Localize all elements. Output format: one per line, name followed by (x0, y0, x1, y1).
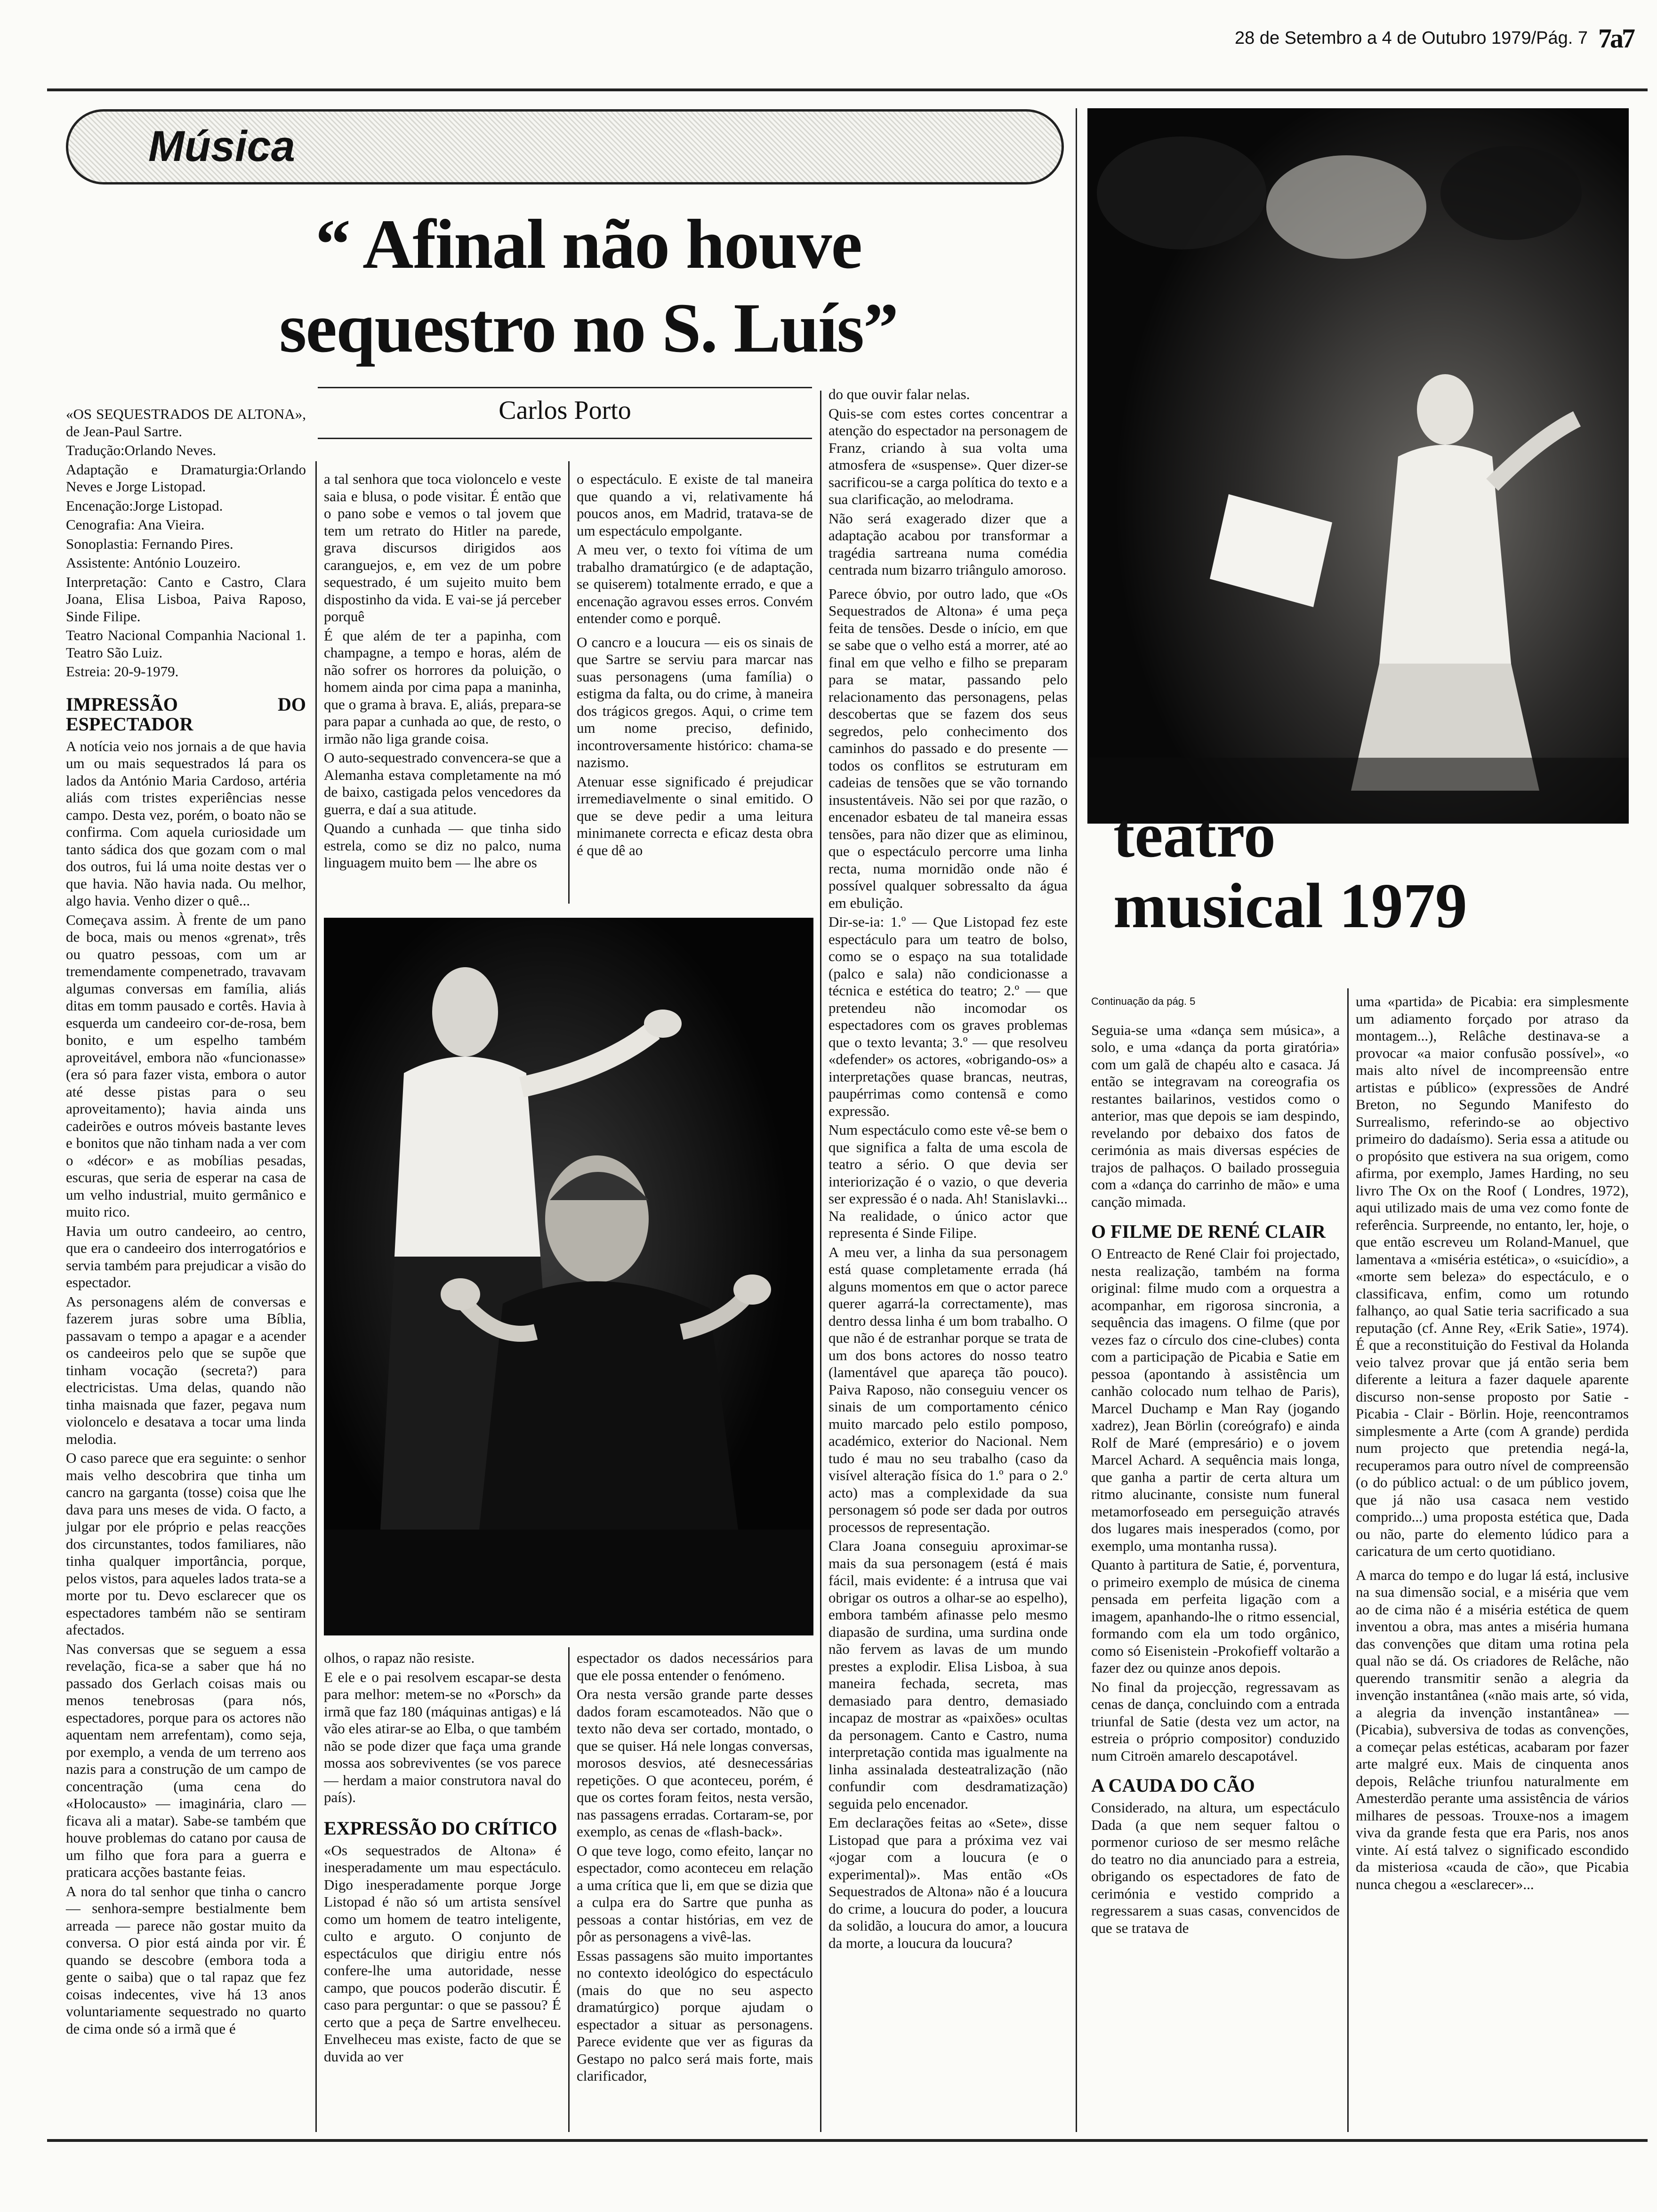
page-header (1186, 23, 1633, 56)
paragraph: A marca do tempo e do lugar lá está, inclusive na sua dimensão social, e a miséria que vem ao de cima não é a miséria estética de quem inventou a obra, mas antes a miséria humana das convenções que ditam uma rotina pela qual não se dá. Os criadores de Relâche, não querendo transmitir senão a alegria da invenção instantânea («não mais arte, só vida, a alegria da invenção instantânea» — (Picabia), subversiva de todas as convenções, a começar pelas estéticas, acabaram por fazer arte malgré eux. Mais de cinquenta anos depois, Relâche triunfou naturalmente em Amesterdão perante uma assistência de vários milhares de pessoas. Trouxe-nos a imagem viva da grande festa que era Paris, nos anos vinte. Aí está talvez o significado escondido da misteriosa «cauda de cão», que Picabia nunca chegou a «esclarecer»... (1356, 1566, 1629, 1892)
credit-line: Cenografia: Ana Vieira. (66, 516, 205, 533)
credit-line: Interpretação: Canto e Castro, Clara Joana, Elisa Lisboa, Paiva Raposo, Sinde Filipe. (66, 573, 306, 625)
paragraph: Começava assim. À frente de um pano de boca, mais ou menos «grenat», três ou quatro pessoas, com um ar tremendamente compenetrado, travavam algumas conversas em família, aliás ditas em tomm pausado e cortês. Havia à esquerda um candeeiro cor-de-rosa, bem bonito, e um espelho também aproveitável, embora não «funcionasse» (era só para fazer vista, embora o autor até desse pistas para o seu aproveitamento); havia ainda uns cadeirões e outros móveis bastante leves e bonitos que não tinham nada a ver com o «décor» e as mobílias pesadas, escuras, que seria de esperar na casa de um velho industrial, muito germânico e muito rico. (66, 911, 306, 1220)
continuation-note: Continuação da pág. 5 (1091, 995, 1196, 1007)
column-rule (568, 1647, 570, 2132)
headline (141, 202, 1036, 370)
paragraph: do que ouvir falar nelas. (828, 386, 970, 402)
column-rule (1076, 108, 1077, 2132)
section-banner (66, 109, 1064, 184)
paragraph: Ora nesta versão grande parte desses dados foram escamoteados. Não que o texto não deva ser cortado, montado, o que se quiser. Há nele longas conversas, morosos desvios, até desnecessárias repetições. O que aconteceu, porém, é que os cortes foram feitos, nesta versão, nas passagens erradas. Cortaram-se, por exemplo, as cenas de «flash-back». (577, 1686, 813, 1840)
paragraph: Em declarações feitas ao «Sete», disse Listopad que para a próxima vez vai «jogar com a loucura (e o experimental)». Mas então «Os Sequestrados de Altona» não é a loucura do crime, a loucura do poder, a loucura da solidão, a loucura do amor, a loucura da morte, a loucura da loucura? (828, 1814, 1068, 1951)
credit-line: Teatro Nacional Companhia Nacional 1. Teatro São Luiz. (66, 627, 306, 661)
page-info: 28 de Setembro a 4 de Outubro 1979/Pág. 7 (1235, 28, 1588, 48)
column-rule (568, 461, 570, 904)
column-rule (1347, 988, 1349, 2132)
paragraph: Parece óbvio, por outro lado, que «Os Sequestrados de Altona» é uma peça feita de tensões. Desde o início, em que se sabe que o velho está a morrer, até ao final em que velho e filho se preparam para se matar, passando pelo relacionamento das personagens, pelas descobertas que se fazem dos seus segredos, pelo conhecimento dos caminhos do passado e do presente — todos os conflitos se estruturam em cadeias de tensões que se vão tornando insustentáveis. Não sei por que razão, o encenador esbateu de tal maneira essas tensões, para não dizer que as eliminou, que o espectáculo percorre uma linha recta, numa mornidão onde não é possível qualquer sobressalto da água em ebulição. (828, 585, 1068, 911)
article-column-3-bottom (577, 1650, 813, 2087)
credits (66, 406, 306, 681)
headline-line1: “ Afinal não houve (315, 205, 862, 283)
paragraph: Considerado, na altura, um espectáculo Dada (a que nem sequer faltou o pormenor curioso de ser mesmo relâche do teatro no dia anunciado para a estreia, obrigando os espectadores de fato de cerimónia e vestido comprido a regressarem a suas casas, convencidos de que se tratava de (1091, 1799, 1340, 1936)
paragraph: Não será exagerado dizer que a adaptação acabou por transformar a tragédia sartreana numa comédia centrada num bizarro triângulo amoroso. (828, 510, 1068, 578)
paragraph: o espectáculo. E existe de tal maneira que quando a vi, relativamente há poucos anos, em Madrid, tratava-se de um espectáculo empolgante. (577, 471, 813, 539)
paragraph: Clara Joana conseguiu aproximar-se mais da sua personagem (está é mais fácil, mais evidente: é a intrusa que vai obrigar os outros a olhar-se ao espelho), embora também afinasse pelo mesmo diapasão de surdina, uma surdina onde não fervem as lavas de um mundo prestes a explodir. Elisa Lisboa, à sua maneira fechada, secreta, mas demasiado para dentro, demasiado incapaz de mostrar as «paixões» ocultas da personagem. Canto e Castro, numa interpretação contida mas igualmente na linha assinalada desteatralização (não confundir com desdramatização) seguida pelo encenador. (828, 1538, 1068, 1812)
sidebar-column-a (1091, 993, 1340, 1939)
headline-line2: sequestro no S. Luís” (279, 289, 898, 367)
paragraph: É que além de ter a papinha, com champagne, a tempo e horas, além de não sofrer os horrores da poluição, o homem ainda por cima papa a maninha, que o gramа à brava. E, aliás, prepara-se para papar a cunhada ao que, de resto, o irmão não liga grande coisa. (324, 627, 561, 747)
credit-line: «OS SEQUESTRADOS DE ALTONA», de Jean-Paul Sartre. (66, 406, 306, 440)
author-byline: Carlos Porto (499, 396, 631, 425)
paragraph: O Entreacto de René Clair foi projectado, nesta realização, também na forma original: filme mudo com a orquestra a acompanhar, em rigorosa sincronia, a sequência das imagens. O filme (que por vezes faz o círculo dos cine-clubes) conta com a participação de Picabia e Satie em pessoa (apontando à assistência um canhão colocado num telhao de Paris), Marcel Duchamp e Man Ray (jogando xadrez), Jean Börlin (coreógrafo) e ainda Rolf de Maré (empresário) e o jovem Marcel Achard. A sequência mais longa, que ganha a partir de certa altura um ritmo alucinante, consiste num funeral metamorfoseado em perseguição através dos lugares mais inesperados (como, por exemplo, uma montanha russa). (1091, 1245, 1340, 1554)
paragraph: O caso parece que era seguinte: o senhor mais velho descobrira que tinha um cancro na garganta (tosse) coisa que lhe dava para uns meses de vida. O facto, a julgar por ele próprio e pelas reacções dos circunstantes, todos familiares, não tinha qualquer importância, porque, pelos vistos, para aqueles lados trata-se a morte por tu. Devo esclarecer que os espectadores também não se sentiram afectados. (66, 1450, 306, 1638)
paragraph: As personagens além de conversas e fazerem juras sobre uma Bíblia, passavam o tempo a apagar e a acender os candeeiros pelo que se supõe que tinham vocação (secreta?) para electricistas. Uma delas, quando não tinha maisnada que fazer, pegava num violoncelo e desatava a tocar uma linda melodia. (66, 1293, 306, 1447)
paragraph: O cancro e a loucura — eis os sinais de que Sartre se serviu para marcar nas suas personagens (uma família) o estigma da falta, ou do crime, à maneira dos trágicos gregos. Aqui, o crime tem um nome preciso, definido, incontroversamente histórico: chama-se nazismo. (577, 633, 813, 770)
logo: 7a7 (1598, 23, 1633, 54)
paragraph: O auto-sequestrado convencera-se que a Alemanha estava completamente na mó de baixo, castigada pelos vencedores da guerra, e daí a sua atitude. (324, 749, 561, 817)
paragraph: Seguia-se uma «dança sem música», a solo, e uma «dança da porta giratória» com um galã de chapéu alto e casaca. Já então se integravam na coreografia os restantes bailarinos, vestidos como o anterior, mas que depois se iam despindo, revelando por debaixo dos fatos de cerimónia as mais diversas espécies de trajos de palhaços. O bailado prosseguia com a «dança do carrinho de mão» e uma canção mimada. (1091, 1021, 1340, 1210)
subhead-cauda: A CAUDA DO CÃO (1091, 1775, 1255, 1796)
paragraph: Quis-se com estes cortes concentrar a atenção do espectador na personagem de Franz, criando à sua volta uma atmosfera de «suspense». Quer dizer-se sacrificou-se a carga política do texto e a sua clarificação, ao melodrama. (828, 405, 1068, 507)
paragraph: Atenuar esse significado é prejudicar irremediavelmente o sinal emitido. O que se deve pedir a uma leitura minimanete correcta e eficaz desta obra é que dê ao (577, 773, 813, 858)
credit-line: Adaptação e Dramaturgia:Orlando Neves e Jorge Listopad. (66, 461, 306, 495)
paragraph: Dir-se-ia: 1.º — Que Listopad fez este espectáculo para um teatro de bolso, como se o espaço na sua totalidade (palco e sala) não condicionasse a técnica e estética do teatro; 2.º — que pretendeu não incomodar os espectadores com os graves problemas que o texto levanta; 3.º — que resolveu «defender» os actores, «obrigando-os» a interpretações quase brancas, neutras, paupérrimas como contensã e como expressão. (828, 914, 1068, 1119)
paragraph: «Os sequestrados de Altona» é inesperadamente um mau espectáculo. Digo inesperadamente porque Jorge Listopad é não só um artista sensível como um homem de teatro inteligente, culto e arguto. O conjunto de espectáculos que dirigiu entre nós confere-lhe uma autoridade, nesse campo, que poucos poderão discutir. É caso para perguntar: o que se passou? É certo que a peça de Sartre envelheceu. Envelheceu mas existe, facto de que se duvida ao ver (324, 1842, 561, 2065)
paragraph: O que teve logo, como efeito, lançar no espectador, como aconteceu em relação a uma crítica que li, em que se dizia que a culpa era do Sartre que punha as pessoas a contar histórias, em vez de pôr as personagens a vivê-las. (577, 1842, 813, 1945)
paragraph: Essas passagens são muito importantes no contexto ideológico do espectáculo (mais do que no seu aspecto dramatúrgico) porque ajudam o espectador a situar as personagens. Parece evidente que ver as figuras da Gestapo no palco será mais forte, mais clarificador, (577, 1947, 813, 2084)
paragraph: No final da projecção, regressavam as cenas de dança, concluindo com a entrada triunfal de Satie (desta vez um actor, na estreia o próprio compositor) conduzido num Citroën amarelo descapotável. (1091, 1678, 1340, 1764)
paragraph: A meu ver, o texto foi vítima de um trabalho dramatúrgico (e de adaptação, se quiserem) totalmente errado, e que a encenação agravou esses erros. Convém entender como e porquê. (577, 541, 813, 626)
column-rule (820, 391, 821, 2132)
column-rule (315, 461, 317, 2132)
sidebar-title-line1: teatro (1113, 800, 1276, 871)
paragraph: A nora do tal senhor que tinha o cancro — senhora-sempre bestialmente bem arreada — parece não gostar muito da conversa. O pior está ainda por vir. É quando se descobre (embora toda a gente o saiba) que o tal rapaz que fez coisas indecentes, vive há 13 anos voluntariamente sequestrado no quarto de cima onde só a irmã que é (66, 1883, 306, 2037)
credit-line: Tradução:Orlando Neves. (66, 442, 217, 458)
paragraph: Havia um outro candeeiro, ao centro, que era o candeeiro dos interrogatórios e servia também para prejudicar a visão do espectador. (66, 1222, 306, 1290)
article-column-3-top (577, 471, 813, 861)
stage-photo-illustration (324, 918, 813, 1635)
article-column-2-top (324, 471, 561, 874)
sidebar-title (1109, 800, 1636, 941)
sidebar-column-b (1356, 993, 1629, 1895)
paragraph: olhos, o rapaz não resiste. (324, 1650, 475, 1666)
paragraph: E ele e o pai resolvem escapar-se desta para melhor: metem-se no «Porsch» da irmã que faz 180 (máquinas antigas) e lá vão eles atirar-se ao Elba, o que também não se pode dizer que faça uma grande mossa aos sobreviventes (se vos parece — herdam a maior construtora naval do país). (324, 1668, 561, 1805)
credit-line: Encenação:Jorge Listopad. (66, 497, 223, 514)
paragraph: Quando a cunhada — que tinha sido estrela, como se diz no palco, numa linguagem muito bem — lhe abre os (324, 820, 561, 871)
subhead-expressao: EXPRESSÃO DO CRÍTICO (324, 1817, 557, 1839)
paragraph: espectador os dados necessários para que ele possa entender o fenómeno. (577, 1650, 813, 1683)
sidebar-title-line2: musical 1979 (1113, 871, 1467, 941)
header-rule (47, 88, 1648, 91)
paragraph: A notícia veio nos jornais a de que havia um ou mais sequestrados lá para os lados da António Maria Cardoso, artéria aliás com tristes experiências nesse campo. Desta vez, porém, o boato não se confirma. Com aquela curiosidade um tanto sádica dos que gozam com o mal dos outros, fui lá uma noite destas ver o que havia. Não havia nada. Ou melhor, algo havia. Venho dizer o quê... (66, 737, 306, 909)
author-rule-bottom (318, 438, 812, 439)
subhead-impressao: IMPRESSÃO DO ESPECTADOR (66, 693, 306, 735)
author-rule (318, 387, 812, 388)
stage-photo (324, 918, 813, 1635)
paragraph: Num espectáculo como este vê-se bem o que significa a falta de uma escola de teatro a sério. O que devia ser interiorização é o vazio, o que deveria ser expressão é o nada. Ah! Stanislavki... Na realidade, o único actor que representa é Sinde Filipe. (828, 1122, 1068, 1241)
credit-line: Estreia: 20-9-1979. (66, 663, 179, 680)
sidebar-photo-illustration (1087, 108, 1629, 824)
paragraph: Nas conversas que se seguem a essa revelação, fica-se a saber que há no passado dos Gerlach coisas mais ou menos tenebrosas (para nós, espectadores, porque para os actores não aquentam nem arrefentam), como seja, por exemplo, a venda de um terreno aos nazis para a construção de um campo de concentração (uma cena do «Holocausto» — imaginária, claro — ficava ali a matar). Sabe-se também que houve problemas do catano por causa de um filho que fora para a guerra e praticara acções bastante feias. (66, 1640, 306, 1880)
article-column-4 (828, 386, 1068, 1954)
paragraph: a tal senhora que toca violoncelo e veste saia e blusa, o pode visitar. É então que o pano sobe e vemos o tal jovem que tem um retrato do Hitler na parede, grava discursos dirigidos aos caranguejos, e, em vez de um pobre sequestrado, é um sujeito muito bem dispostinho da vida. E vai-se já perceber porquê (324, 471, 561, 625)
credit-line: Sonoplastia: Fernando Pires. (66, 535, 233, 552)
credit-line: Assistente: António Louzeiro. (66, 554, 241, 571)
paragraph: A meu ver, a linha da sua personagem está quase completamente errada (há alguns momentos em que o actor parece querer agarrá-la correctamente), mas dentro dessa linha é um bom trabalho. O que não é de estranhar porque se trata de um dos bons actores do nosso teatro (lamentável que apareça tão pouco). Paiva Raposo, não conseguiu vencer os sinais de um comportamento cénico muito marcado pelo estilo pomposo, académico, exterior do Nacional. Nem tudo é mau no seu trabalho (caso da visível alteração física do 1.º para o 2.º acto) mas a complexidade da sua personagem só pode ser dada por outros processos de representação. (828, 1243, 1068, 1535)
footer-rule (47, 2139, 1648, 2142)
article-column-1 (66, 406, 306, 2039)
paragraph: Quanto à partitura de Satie, é, porventura, o primeiro exemplo de música de cinema pensada em perfeita ligação com a imagem, apanhando-lhe o ritmo essencial, formando com ela um todo orgânico, como só Eisenistein -Prokofieff voltarão a fazer dez ou quinze anos depois. (1091, 1556, 1340, 1676)
article-column-2-bottom (324, 1650, 561, 2067)
subhead-filme: O FILME DE RENÉ CLAIR (1091, 1221, 1326, 1242)
section-label: Música (148, 122, 295, 170)
sidebar-photo (1087, 108, 1629, 824)
paragraph: uma «partida» de Picabia: era simplesmente um adiamento forçado por atraso da montagem...), Relâche destinava-se a provocar «a maior confusão possível», «o mais alto nível de incompreensão entre artistas e público» (expressões de André Breton, no Segundo Manifesto do Surrealismo, referindo-se ao objectivo primeiro do dadaísmo). Seria essa a atitude ou o propósito que estivera na sua origem, como afirma, por exemplo, James Harding, no seu livro The Ox on the Roof ( Londres, 1972), aqui utilizado mais de uma vez como fonte de referência. Surpreende, no entanto, ler, hoje, o que então escreveu um Roland-Manuel, que lamentava a «miséria estética», o «suicídio», a «morte sem beleza» do espectáculo, e o classificava, enfim, como um rotundo falhanço, ao qual Satie teria sacrificado a sua reputação (cf. Anne Rey, «Erik Satie», 1974). É que a reconstituição do Festival da Holanda veio talvez provar que já então seria bem diferente a leitura a fazer daquele aparente discurso non-sense proposto por Satie - Picabia - Clair - Börlin. Hoje, reencontramos simplesmente a Arte (com A grande) perdida num projecto que pretendia negá-la, recuperamos para outro nível de compreensão (o do público actual: o de um público jovem, que já não usa casaca nem vestido comprido...) uma proposta estética que, Dada ou não, parte do elemento lúdico para a caricatura de um certo quotidiano. (1356, 993, 1629, 1559)
